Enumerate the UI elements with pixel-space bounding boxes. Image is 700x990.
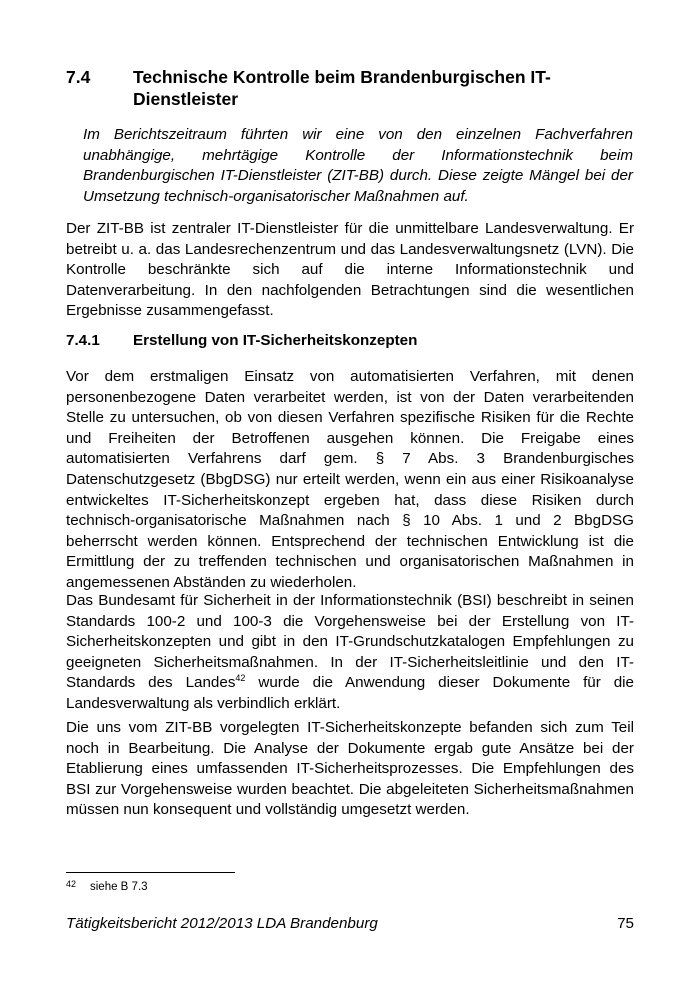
paragraph-security-concepts: Die uns vom ZIT-BB vorgelegten IT-Sicherheitskonzepte befanden sich zum Teil noch in Bearbeitung. Die Analyse der Dokumente ergab gute Ansätze bei der Etablierung eines umfassenden IT-Sicherheitsprozesses. Die Empfehlungen des BSI zur Vorgehensweise wurden beachtet. Die abgeleiteten Sicherheitsmaßnahmen müssen nun konsequent und vollständig umgesetzt werden. bbox=[66, 719, 634, 819]
paragraph-bsi-text-before: Das Bundesamt für Sicherheit in der Informationstechnik (BSI) beschreibt in seinen Standards 100-2 und 100-3 die Vorgehensweise bei der Erstellung von IT-Sicherheitskonzepten und gibt in den IT-Grundschutzkatalogen Empfehlungen zu geeigneten Sicherheitsmaßnahmen. In der IT-Sicherheitsleitlinie und den IT-Standards des Landes bbox=[66, 592, 634, 692]
paragraph-bsi-standards bbox=[66, 591, 634, 715]
subsection-number: 7.4.1 bbox=[66, 332, 100, 349]
section-title: Technische Kontrolle beim Brandenburgischen IT-Dienstleister bbox=[133, 67, 551, 109]
paragraph-risk-analysis: Vor dem erstmaligen Einsatz von automatisierten Verfahren, mit denen personenbezogene Daten verarbeitet werden, ist von der Daten verarbeitenden Stelle zu untersuchen, ob von diesen Verfahren spezifische Risiken für die Rechte und Freiheiten der Betroffenen ausgehen können. Die Freigabe eines automatisierten Verfahrens darf gem. § 7 Abs. 3 Brandenburgisches Datenschutzgesetz (BbgDSG) nur erteilt werden, wenn ein aus einer Risikoanalyse entwickeltes IT-Sicherheitskonzept ergeben hat, dass diese Risiken durch technisch-organisatorische Maßnahmen nach § 10 Abs. 1 und 2 BbgDSG beherrscht werden können. Entsprechend der technischen Entwicklung ist die Ermittlung der zu treffenden technischen und organisatorischen Maßnahmen in angemessenen Abständen zu wiederholen. bbox=[66, 368, 634, 591]
footnote-number: 42 bbox=[66, 879, 77, 889]
intro-paragraph: Der ZIT-BB ist zentraler IT-Dienstleister für die unmittelbare Landesverwaltung. Er betreibt u. a. das Landesrechenzentrum und das Landesverwaltungsnetz (LVN). Die Kontrolle beschränkte sich auf die interne Informationstechnik und Datenverarbeitung. In den nachfolgenden Betrachtungen sind die wesentlichen Ergebnisse zusammengefasst. bbox=[66, 220, 634, 320]
section-abstract: Im Berichtszeitraum führten wir eine von den einzelnen Fachverfahren unabhängige, mehrtägige Kontrolle der Informationstechnik beim Brandenburgischen IT-Dienstleister (ZIT-BB) durch. Diese zeigte Mängel bei der Umsetzung technisch-organisatorischer Maßnahmen auf. bbox=[83, 126, 633, 205]
footnote-text: siehe B 7.3 bbox=[90, 881, 148, 893]
footer-report-title: Tätigkeitsbericht 2012/2013 LDA Brandenburg bbox=[66, 915, 378, 932]
section-number: 7.4 bbox=[66, 67, 91, 87]
paragraph-bsi-text-after: wurde die Anwendung dieser Dokumente für die Landesverwaltung als verbindlich erklärt. bbox=[66, 674, 634, 712]
footnote-divider bbox=[66, 872, 235, 873]
document-page bbox=[66, 0, 634, 990]
page-number: 75 bbox=[617, 915, 634, 932]
footnote-reference[interactable]: 42 bbox=[235, 673, 246, 684]
subsection-title: Erstellung von IT-Sicherheitskonzepten bbox=[133, 332, 418, 349]
